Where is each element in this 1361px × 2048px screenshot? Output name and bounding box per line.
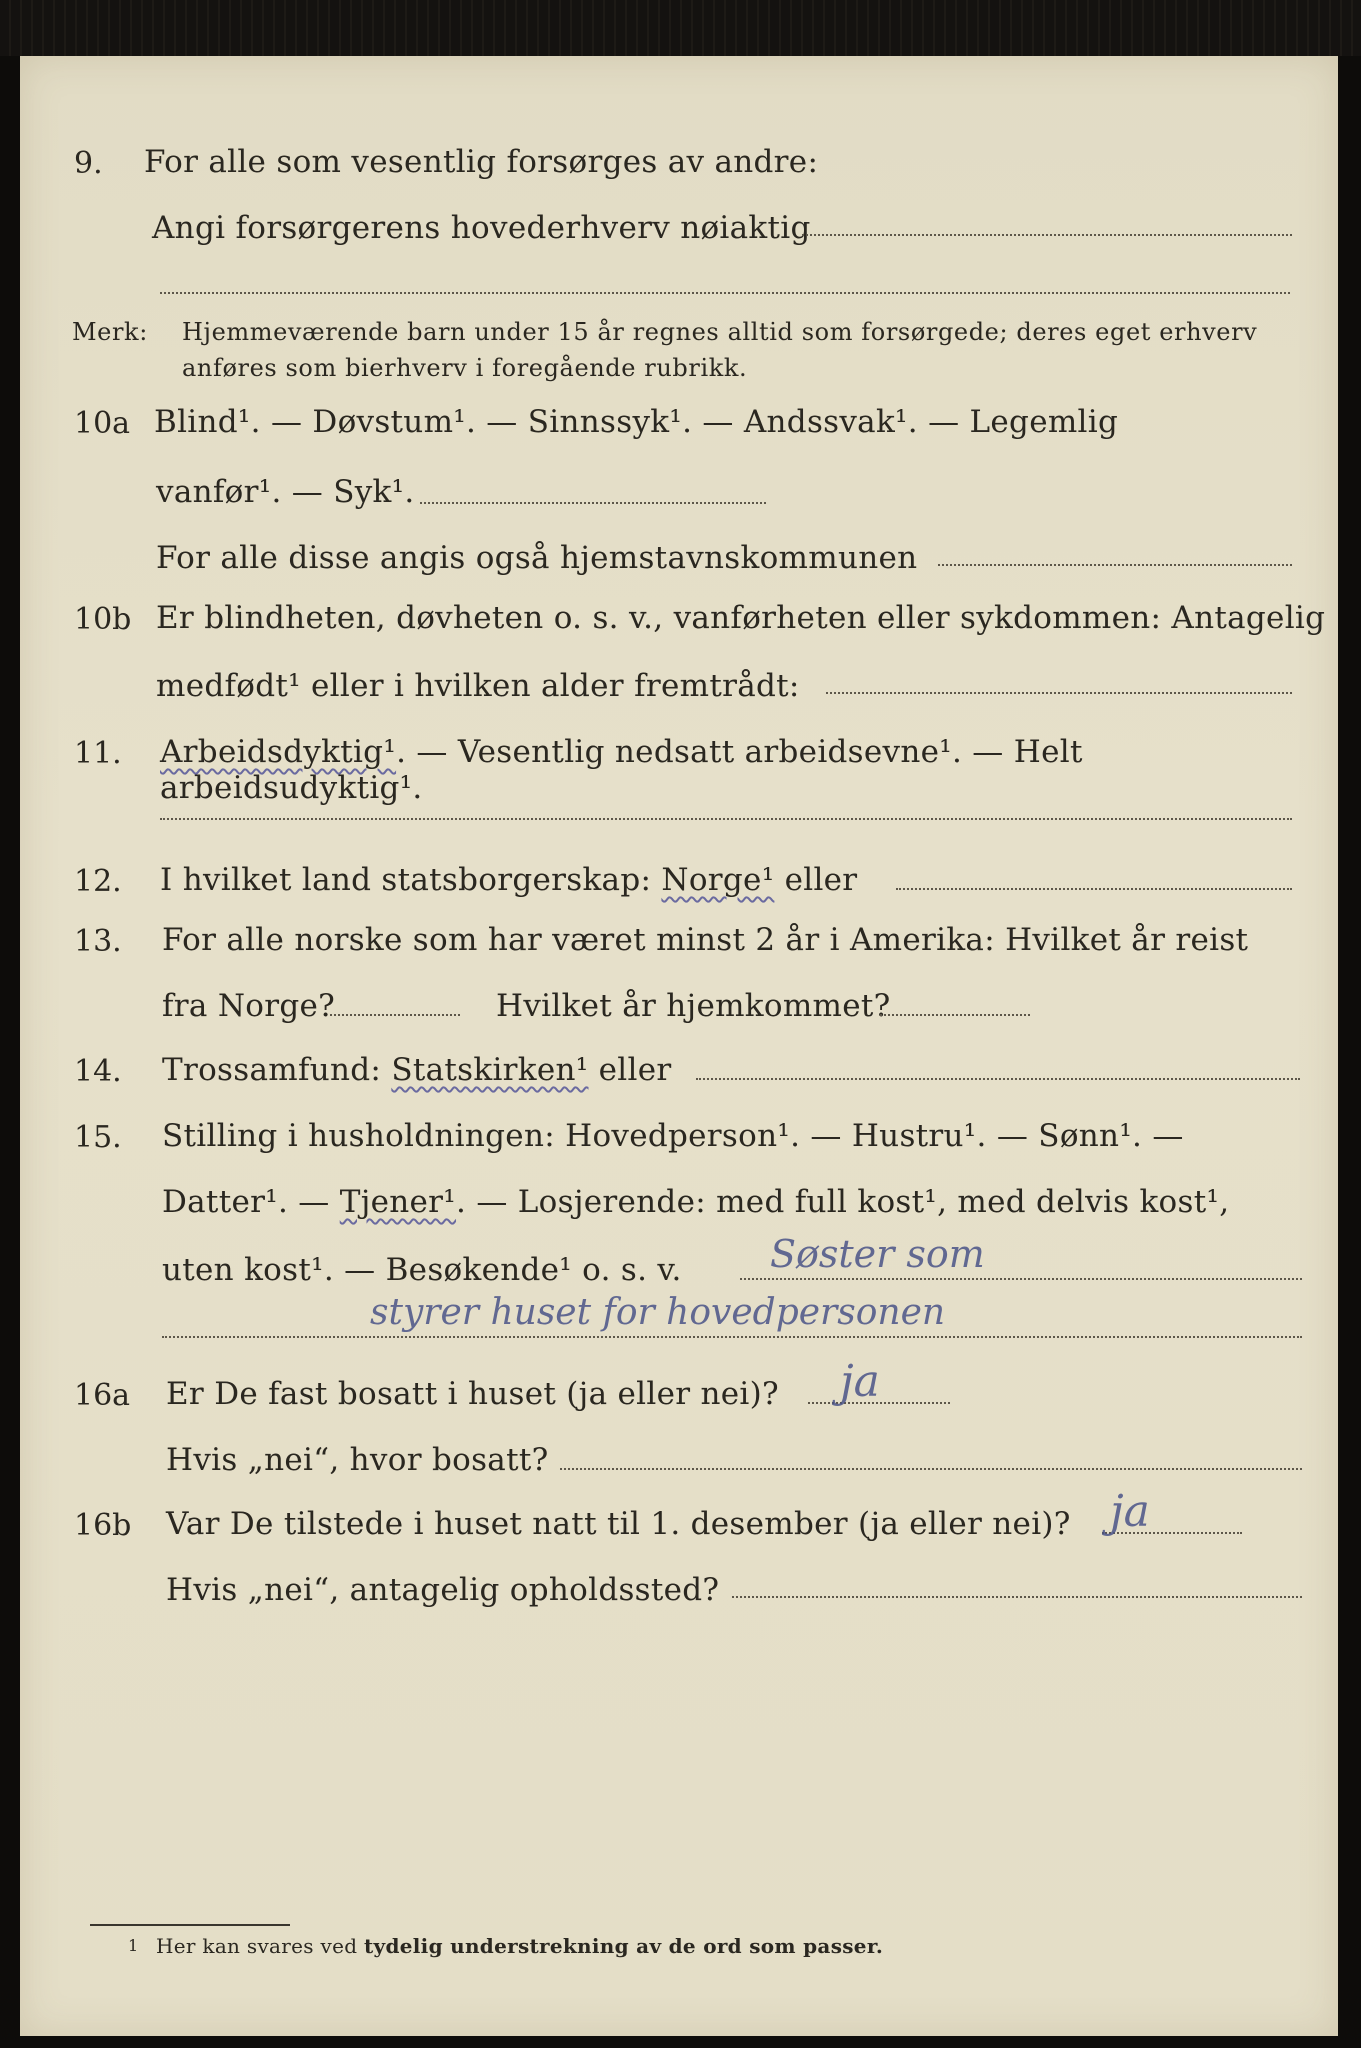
question-15-line2 — [162, 1184, 1229, 1220]
question-13-line2b: Hvilket år hjemkommet? — [496, 988, 891, 1024]
answer-norge-underlined: Norge¹ — [661, 862, 775, 898]
question-9-answer-line-2[interactable] — [160, 292, 1290, 294]
question-15-number: 15. — [74, 1120, 122, 1155]
footnote-text — [156, 1934, 883, 1958]
question-14-number: 14. — [74, 1054, 122, 1089]
question-11-rest: . — Vesentlig nedsatt arbeidsevne¹. — Helt arbeidsudyktig¹. — [160, 734, 1083, 806]
footnote-mark: 1 — [128, 1936, 139, 1955]
question-12-number: 12. — [74, 864, 122, 899]
handwritten-answer-16a: ja — [840, 1356, 880, 1407]
question-11-answer-line[interactable] — [160, 818, 1292, 820]
note-line1: Hjemmeværende barn under 15 år regnes alltid som forsørgede; deres eget erhverv — [182, 318, 1258, 346]
question-10a-answer-line-2[interactable] — [938, 564, 1292, 566]
question-10b-line1: Er blindheten, døvheten o. s. v., vanførheten eller sykdommen: Antagelig — [156, 600, 1326, 636]
footnote-rule — [90, 1924, 290, 1926]
question-10b-line2: medfødt¹ eller i hvilken alder fremtrådt: — [156, 668, 800, 704]
scan-border-top — [0, 0, 1361, 56]
question-16a-line1: Er De fast bosatt i huset (ja eller nei)? — [166, 1376, 779, 1412]
footnote-text-b: tydelig understrekning av de ord som passer. — [364, 1934, 884, 1958]
census-form-page — [20, 56, 1338, 2036]
question-16b-opholdssted-answer-line[interactable] — [732, 1596, 1302, 1598]
question-12-pre: I hvilket land statsborgerskap: — [160, 862, 652, 898]
question-13-number: 13. — [74, 924, 122, 959]
question-9-line1: For alle som vesentlig forsørges av andre: — [144, 144, 819, 180]
handwritten-answer-15-part1: Søster som — [770, 1232, 985, 1276]
question-10a-line2: vanfør¹. — Syk¹. — [156, 474, 415, 510]
question-16b-line2: Hvis „nei“, antagelig opholdssted? — [166, 1572, 720, 1608]
question-13-line1: For alle norske som har været minst 2 år i Amerika: Hvilket år reist — [162, 922, 1249, 958]
question-10a-line1: Blind¹. — Døvstum¹. — Sinnssyk¹. — Andssvak¹. — Legemlig — [154, 404, 1119, 440]
question-14-pre: Trossamfund: — [162, 1052, 382, 1088]
question-15-line3: uten kost¹. — Besøkende¹ o. s. v. — [162, 1252, 682, 1288]
question-13-hjemkommet-answer-line[interactable] — [880, 1014, 1030, 1016]
question-13-reist-answer-line[interactable] — [330, 1014, 460, 1016]
answer-tjener-underlined: Tjener¹ — [339, 1184, 457, 1220]
question-14-answer-line[interactable] — [696, 1078, 1300, 1080]
question-10a-number: 10a — [74, 406, 131, 441]
note-label: Merk: — [72, 318, 148, 346]
question-15-line2b: . — Losjerende: med full kost¹, med delvis kost¹, — [456, 1184, 1230, 1220]
question-13-line2a: fra Norge? — [162, 988, 336, 1024]
question-16a-bosatt-answer-line[interactable] — [560, 1468, 1302, 1470]
question-10a-answer-line[interactable] — [420, 502, 766, 504]
question-15-line1: Stilling i husholdningen: Hovedperson¹. — Hustru¹. — Sønn¹. — — [162, 1118, 1184, 1154]
question-12-answer-line[interactable] — [896, 888, 1292, 890]
question-15-line2a: Datter¹. — — [162, 1184, 330, 1220]
question-11-number: 11. — [74, 736, 122, 771]
answer-statskirken-underlined: Statskirken¹ — [391, 1052, 589, 1088]
question-10b-answer-line[interactable] — [826, 692, 1292, 694]
question-9-number: 9. — [74, 146, 103, 181]
question-9-line2: Angi forsørgerens hovederhverv nøiaktig — [152, 210, 811, 246]
question-11-text — [160, 734, 1338, 806]
footnote-text-a: Her kan svares ved — [156, 1934, 358, 1958]
question-15-answer-line[interactable] — [740, 1278, 1302, 1280]
handwritten-answer-16b: ja — [1110, 1486, 1150, 1537]
question-9-answer-line[interactable] — [802, 234, 1292, 236]
question-16b-number: 16b — [74, 1508, 132, 1543]
question-15-answer-line-2[interactable] — [162, 1336, 1302, 1338]
question-12-text — [160, 862, 857, 898]
question-10b-number: 10b — [74, 602, 132, 637]
question-14-text — [162, 1052, 672, 1088]
question-16a-line2: Hvis „nei“, hvor bosatt? — [166, 1442, 549, 1478]
question-10a-line3: For alle disse angis også hjemstavnskommunen — [156, 540, 918, 576]
answer-arbeidsdyktig-underlined: Arbeidsdyktig¹ — [160, 734, 397, 770]
question-14-post: eller — [598, 1052, 672, 1088]
question-12-post: eller — [784, 862, 858, 898]
question-16b-line1: Var De tilstede i huset natt til 1. desember (ja eller nei)? — [166, 1506, 1071, 1542]
note-line2: anføres som bierhverv i foregående rubrikk. — [182, 354, 748, 382]
question-16a-number: 16a — [74, 1378, 131, 1413]
handwritten-answer-15-part2: styrer huset for hovedpersonen — [370, 1292, 946, 1333]
